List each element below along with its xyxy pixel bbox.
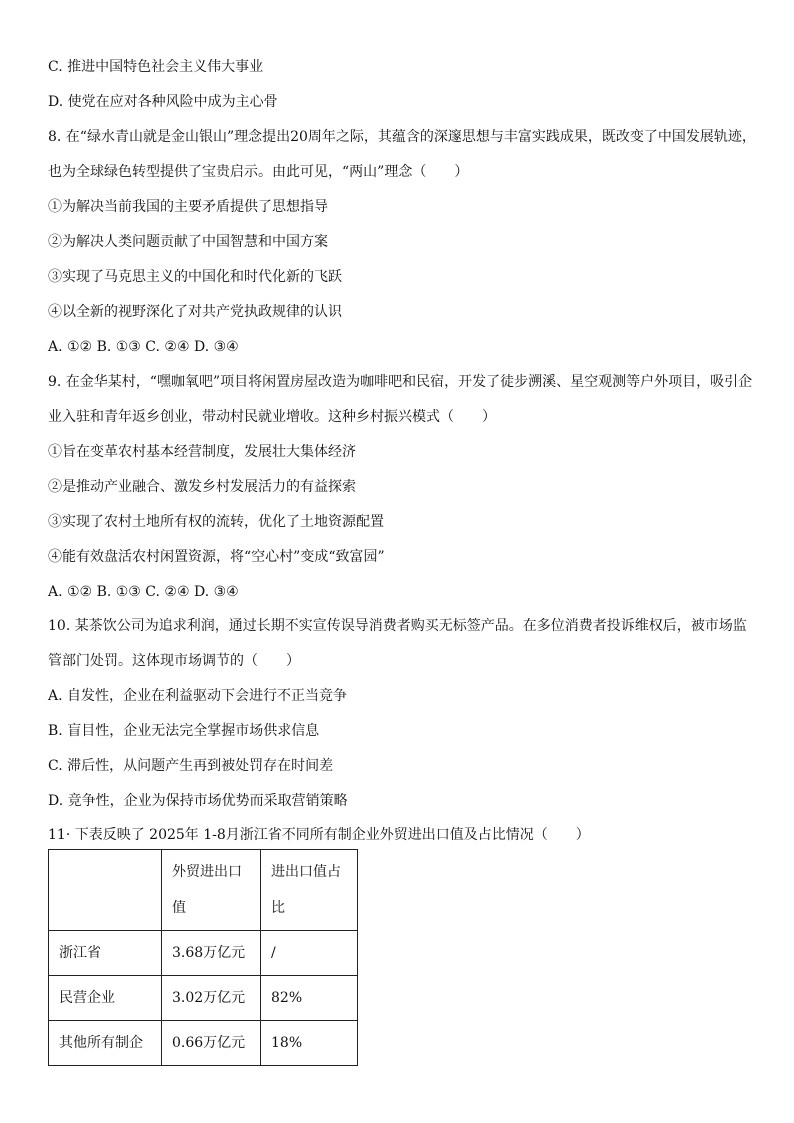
q9-item-2: ②是推动产业融合、激发乡村发展活力的有益探索	[48, 479, 356, 495]
q8-stem-1: 8. 在“绿水青山就是金山银山”理念提出20周年之际，其蕴含的深邃思想与丰富实践成果，既改变了中国发展轨迹，	[48, 129, 756, 145]
q10-option-c: C. 滞后性，从问题产生再到被处罚存在时间差	[48, 758, 334, 774]
table-cell: 浙江省	[49, 931, 162, 976]
table-row	[49, 1021, 358, 1066]
q9-item-1: ①旨在变革农村基本经营制度，发展壮大集体经济	[48, 444, 356, 460]
table-cell: 3.68万亿元	[162, 931, 261, 976]
q8-item-1: ①为解决当前我国的主要矛盾提供了思想指导	[48, 199, 328, 215]
q11-stem: 11· 下表反映了 2025年 1-8月浙江省不同所有制企业外贸进出口值及占比情况（ ）	[48, 827, 590, 843]
q10-option-b: B. 盲目性，企业无法完全掌握市场供求信息	[48, 723, 320, 739]
table-header-row	[49, 850, 358, 931]
line-d-option: D. 使党在应对各种风险中成为主心骨	[48, 94, 278, 110]
table-header-cell: 进出口值占比	[261, 850, 358, 931]
q8-item-4: ④以全新的视野深化了对共产党执政规律的认识	[48, 304, 342, 320]
table-cell: /	[261, 931, 358, 976]
q9-item-3: ③实现了农村土地所有权的流转，优化了土地资源配置	[48, 514, 384, 530]
q8-options: A. ①② B. ①③ C. ②④ D. ③④	[48, 339, 239, 355]
table-cell: 0.66万亿元	[162, 1021, 261, 1066]
table-cell: 其他所有制企	[49, 1021, 162, 1066]
table-row	[49, 976, 358, 1021]
q8-item-3: ③实现了马克思主义的中国化和时代化新的飞跃	[48, 269, 342, 285]
q9-stem-1: 9. 在金华某村，“嘿咖氧吧”项目将闲置房屋改造为咖啡吧和民宿，开发了徒步溯溪、星空观测等户外项目，吸引企	[48, 374, 753, 390]
table-cell: 民营企业	[49, 976, 162, 1021]
q9-stem-2: 业入驻和青年返乡创业，带动村民就业增收。这种乡村振兴模式（ ）	[48, 409, 496, 425]
q10-stem-2: 管部门处罚。这体现市场调节的（ ）	[48, 653, 300, 669]
table-cell: 18%	[261, 1021, 358, 1066]
table-row	[49, 931, 358, 976]
q10-stem-1: 10. 某茶饮公司为追求利润，通过长期不实宣传误导消费者购买无标签产品。在多位消费者投诉维权后，被市场监	[48, 618, 747, 634]
table-header-cell	[49, 850, 162, 931]
q10-option-a: A. 自发性，企业在利益驱动下会进行不正当竞争	[48, 688, 348, 704]
trade-table	[48, 849, 358, 1066]
table-cell: 82%	[261, 976, 358, 1021]
line-c-option: C. 推进中国特色社会主义伟大事业	[48, 59, 264, 75]
q8-stem-2: 也为全球绿色转型提供了宝贵启示。由此可见，“两山”理念（ ）	[48, 164, 469, 180]
q8-item-2: ②为解决人类问题贡献了中国智慧和中国方案	[48, 234, 328, 250]
q9-item-4: ④能有效盘活农村闲置资源，将“空心村”变成“致富园”	[48, 549, 385, 565]
q9-options: A. ①② B. ①③ C. ②④ D. ③④	[48, 584, 239, 600]
table-header-cell: 外贸进出口值	[162, 850, 261, 931]
table-cell: 3.02万亿元	[162, 976, 261, 1021]
q10-option-d: D. 竞争性，企业为保持市场优势而采取营销策略	[48, 793, 348, 809]
